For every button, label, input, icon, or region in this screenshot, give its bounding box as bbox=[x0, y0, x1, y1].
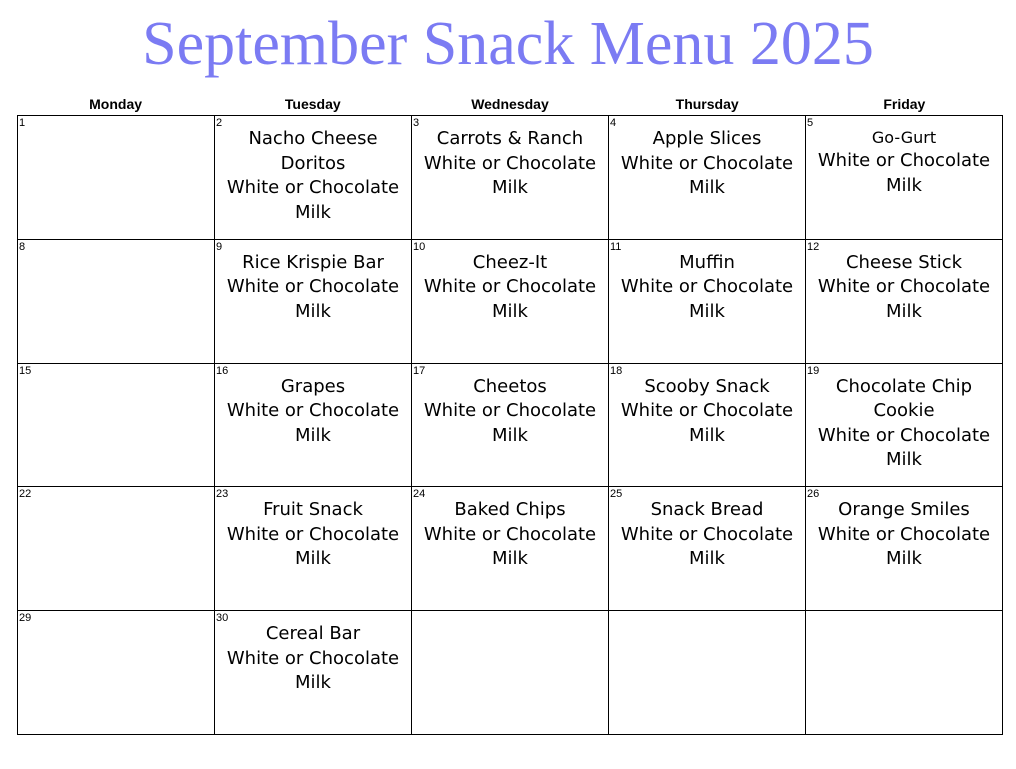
date-number: 17 bbox=[413, 364, 426, 377]
milk-option: White or Chocolate Milk bbox=[817, 276, 991, 322]
milk-option: White or Chocolate Milk bbox=[226, 177, 400, 223]
milk-option: White or Chocolate Milk bbox=[620, 400, 794, 446]
snack-name: Cheez-It bbox=[472, 251, 548, 273]
calendar-cell bbox=[215, 487, 412, 611]
date-number: 22 bbox=[19, 488, 32, 501]
calendar-cell bbox=[18, 487, 215, 611]
calendar-cell bbox=[412, 240, 609, 364]
snack-name: Apple Slices bbox=[652, 128, 762, 149]
date-number: 25 bbox=[610, 488, 623, 501]
date-number: 11 bbox=[610, 240, 622, 253]
date-number: 2 bbox=[216, 117, 223, 129]
snack-name: Cheetos bbox=[473, 375, 547, 397]
snack-name: Cheese Stick bbox=[845, 251, 963, 273]
milk-option: White or Chocolate Milk bbox=[226, 523, 400, 570]
calendar-cell bbox=[412, 116, 609, 240]
calendar-cell bbox=[609, 487, 806, 611]
calendar-cell bbox=[18, 116, 215, 240]
date-number: 8 bbox=[19, 240, 26, 253]
calendar-cell bbox=[412, 364, 609, 488]
snack-name: Muffin bbox=[679, 251, 735, 273]
date-number: 26 bbox=[807, 488, 820, 501]
calendar-cell bbox=[215, 364, 412, 488]
snack-name: Nacho Cheese Doritos bbox=[248, 128, 378, 174]
milk-option: White or Chocolate Milk bbox=[226, 276, 400, 322]
calendar-cell bbox=[609, 611, 806, 735]
milk-option: White or Chocolate Milk bbox=[620, 523, 794, 570]
weekday-monday: Monday bbox=[89, 96, 143, 112]
date-number: 18 bbox=[610, 364, 623, 377]
milk-option: White or Chocolate Milk bbox=[226, 400, 400, 446]
date-number: 16 bbox=[216, 364, 229, 377]
date-number: 24 bbox=[413, 488, 426, 501]
calendar-cell bbox=[18, 240, 215, 364]
calendar-cell bbox=[412, 487, 609, 611]
page-title: September Snack Menu 2025 bbox=[142, 10, 874, 78]
date-number: 29 bbox=[19, 612, 32, 625]
milk-option: White or Chocolate Milk bbox=[817, 424, 991, 471]
snack-name: Baked Chips bbox=[454, 499, 566, 521]
snack-name: Fruit Snack bbox=[263, 499, 363, 521]
milk-option: White or Chocolate Milk bbox=[817, 150, 991, 196]
snack-name: Scooby Snack bbox=[644, 375, 770, 397]
milk-option: White or Chocolate Milk bbox=[226, 647, 400, 694]
milk-option: White or Chocolate Milk bbox=[423, 152, 597, 198]
date-number: 12 bbox=[807, 240, 820, 253]
calendar-grid bbox=[17, 115, 1003, 735]
snack-name: Go-Gurt bbox=[871, 128, 937, 147]
calendar-cell bbox=[18, 611, 215, 735]
calendar-cell bbox=[18, 364, 215, 488]
date-number: 10 bbox=[413, 240, 426, 253]
weekday-friday: Friday bbox=[883, 96, 926, 112]
snack-name: Chocolate Chip Cookie bbox=[835, 375, 973, 422]
milk-option: White or Chocolate Milk bbox=[817, 523, 991, 570]
calendar-cell bbox=[806, 487, 1003, 611]
snack-name: Cereal Bar bbox=[265, 623, 361, 645]
date-number: 1 bbox=[19, 117, 26, 129]
milk-option: White or Chocolate Milk bbox=[620, 152, 794, 198]
calendar-cell bbox=[806, 116, 1003, 240]
milk-option: White or Chocolate Milk bbox=[423, 276, 597, 322]
calendar-cell bbox=[412, 611, 609, 735]
calendar-cell bbox=[806, 611, 1003, 735]
date-number: 4 bbox=[610, 117, 617, 129]
weekday-header-row bbox=[17, 94, 1003, 114]
weekday-tuesday: Tuesday bbox=[284, 96, 341, 112]
weekday-wednesday: Wednesday bbox=[471, 96, 549, 112]
snack-name: Grapes bbox=[280, 375, 346, 397]
weekday-thursday: Thursday bbox=[675, 96, 739, 112]
milk-option: White or Chocolate Milk bbox=[423, 523, 597, 570]
date-number: 9 bbox=[216, 240, 223, 253]
calendar-cell bbox=[215, 116, 412, 240]
date-number: 5 bbox=[807, 117, 814, 129]
date-number: 3 bbox=[413, 117, 420, 129]
date-number: 23 bbox=[216, 488, 229, 501]
snack-name: Carrots & Ranch bbox=[436, 128, 584, 149]
snack-name: Snack Bread bbox=[650, 499, 764, 521]
calendar-cell bbox=[215, 240, 412, 364]
milk-option: White or Chocolate Milk bbox=[423, 400, 597, 446]
date-number: 30 bbox=[216, 612, 229, 625]
snack-name: Rice Krispie Bar bbox=[242, 251, 384, 273]
calendar-cell bbox=[609, 116, 806, 240]
calendar-cell bbox=[806, 364, 1003, 488]
calendar-cell bbox=[609, 364, 806, 488]
date-number: 19 bbox=[807, 364, 820, 377]
calendar-cell bbox=[609, 240, 806, 364]
milk-option: White or Chocolate Milk bbox=[620, 276, 794, 322]
calendar-cell bbox=[215, 611, 412, 735]
snack-name: Orange Smiles bbox=[838, 499, 970, 521]
date-number: 15 bbox=[19, 364, 32, 377]
calendar-cell bbox=[806, 240, 1003, 364]
